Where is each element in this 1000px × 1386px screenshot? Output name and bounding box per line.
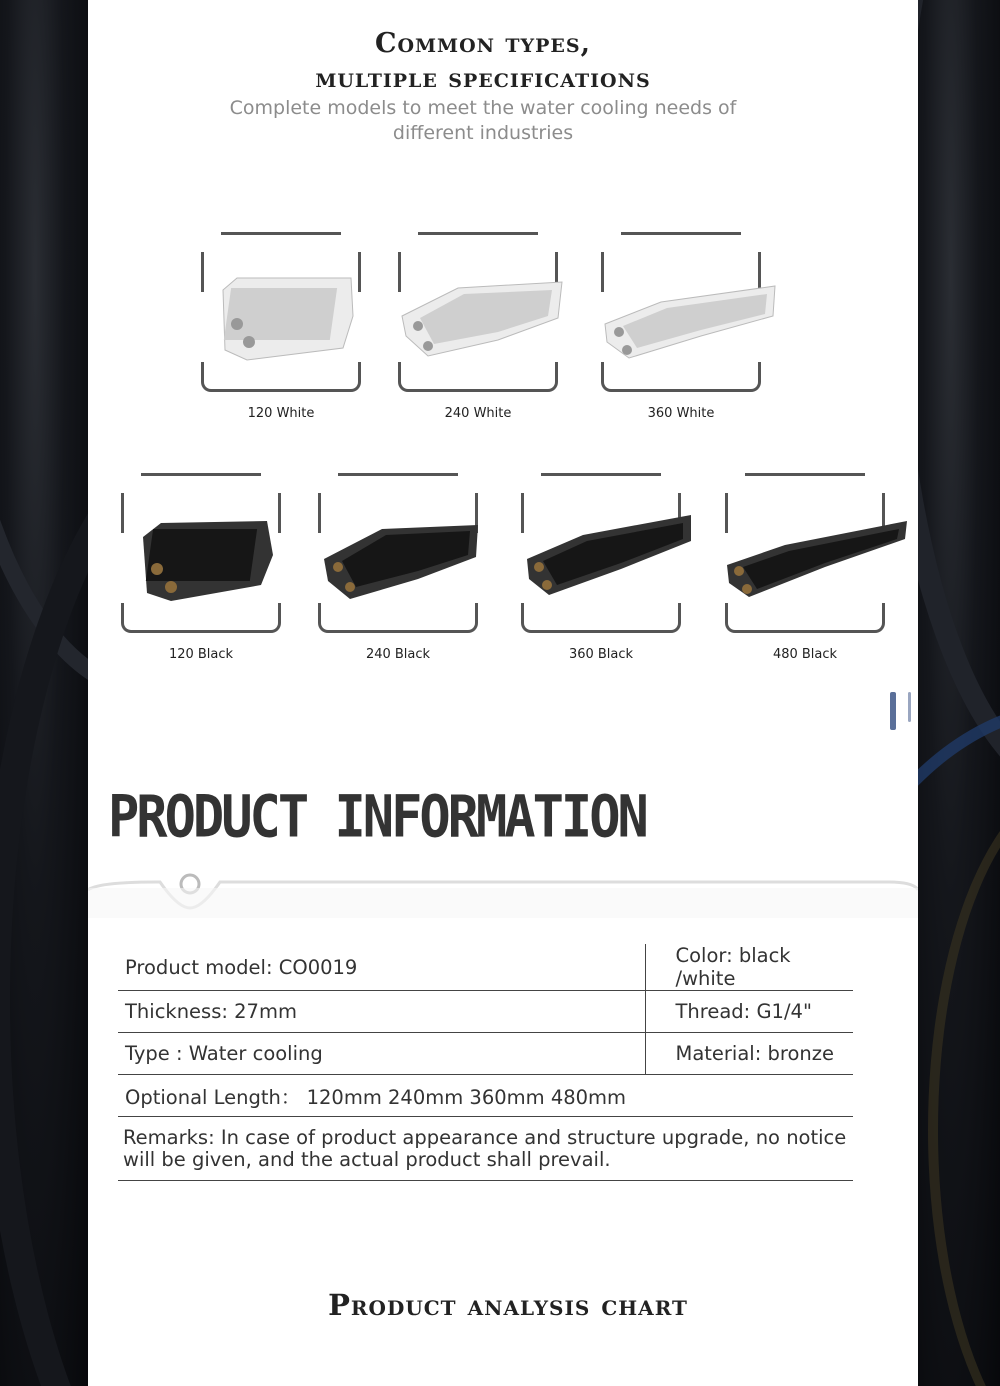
radiator-240-black-image [318,473,478,633]
product-label: 240 White [444,406,512,421]
product-card-240-black[interactable] [318,473,478,662]
spec-type: Type : Water cooling [118,1033,645,1075]
section-title-product-analysis: Product analysis chart [328,1288,688,1322]
table-row [118,1117,853,1181]
product-label: 240 Black [365,647,431,662]
product-card-360-black[interactable] [521,473,681,662]
product-label: 360 Black [568,647,634,662]
product-label: 120 White [247,406,315,421]
product-card-360-white[interactable] [601,232,761,421]
radiator-360-black-image [521,473,681,633]
background-left [0,0,88,1386]
product-card-120-black[interactable] [121,473,281,662]
product-frame [521,473,681,633]
spec-length: Optional Length： 120mm 240mm 360mm 480mm [118,1075,853,1117]
product-frame [601,232,761,392]
product-frame [398,232,558,392]
hero-subtitle: Complete models to meet the water cooling needs of different industries [229,97,737,144]
spec-model: Product model: CO0019 [118,944,645,991]
product-frame [725,473,885,633]
product-card-120-white[interactable] [201,232,361,421]
radiator-480-black-image [725,473,885,633]
spec-thread: Thread: G1/4" [645,991,853,1033]
table-row [118,1033,853,1075]
product-label: 480 Black [772,647,838,662]
table-row [118,1075,853,1117]
spec-color: Color: black /white [645,944,853,991]
radiator-120-white-image [201,232,361,392]
spec-remarks: Remarks: In case of product appearance and structure upgrade, no notice will be given, and the actual product shall prevail. [118,1117,853,1181]
spec-material: Material: bronze [645,1033,853,1075]
product-label: 360 White [647,406,715,421]
product-card-240-white[interactable] [398,232,558,421]
side-tab-marker [890,692,896,730]
spec-thickness: Thickness: 27mm [118,991,645,1033]
side-tab-marker-secondary [908,692,911,722]
table-row [118,991,853,1033]
radiator-240-white-image [398,232,558,392]
product-page [88,0,918,1386]
radiator-120-black-image [121,473,281,633]
product-frame [318,473,478,633]
background-right [918,0,1000,1386]
table-row [118,944,853,991]
hero-title-line2: multiple specifications [315,63,651,94]
spec-table [118,944,853,1181]
product-card-480-black[interactable] [725,473,885,662]
hero-title-line1: Common types, [374,28,591,59]
product-label: 120 Black [168,647,234,662]
section-title-product-information: PRODUCT INFORMATION [108,784,646,852]
product-frame [201,232,361,392]
decorative-divider [88,868,918,928]
radiator-360-white-image [601,232,761,392]
product-frame [121,473,281,633]
